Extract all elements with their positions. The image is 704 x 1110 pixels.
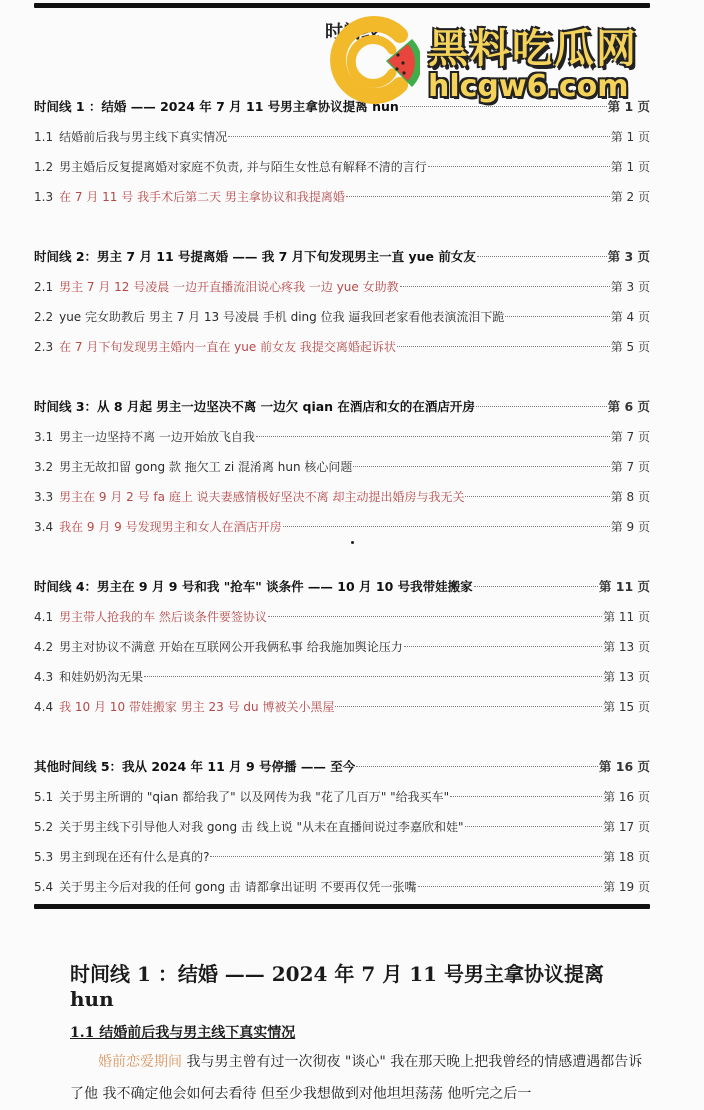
toc-leader-dots <box>474 586 598 587</box>
toc-entry-text: 在 7 月 11 号 我手术后第二天 男主拿协议和我提离婚 <box>59 190 345 204</box>
toc-entry-text: 男主婚后反复提离婚对家庭不负责, 并与陌生女性总有解释不清的言行 <box>59 160 427 174</box>
toc-page-number: 第 3 页 <box>610 280 650 294</box>
toc-page-number: 第 1 页 <box>610 160 650 174</box>
toc-heading[interactable] <box>34 572 650 602</box>
toc-entry-number: 2.1 <box>34 280 54 294</box>
toc-page-number: 第 9 页 <box>610 520 650 534</box>
table-of-contents <box>34 92 650 902</box>
toc-page-number: 第 11 页 <box>598 579 650 594</box>
toc-leader-dots <box>465 496 609 497</box>
toc-entry-number: 3.2 <box>34 460 54 474</box>
toc-leader-dots <box>404 646 602 647</box>
toc-heading[interactable] <box>34 242 650 272</box>
toc-entry-text: 时间线 2：男主 7 月 11 号提离婚 —— 我 7 月下旬发现男主一直 yue 前女友 <box>34 249 476 264</box>
toc-page-number: 第 1 页 <box>607 99 650 114</box>
toc-entry-number: 4.1 <box>34 610 54 624</box>
toc-leader-dots <box>505 316 609 317</box>
toc-leader-dots <box>428 166 610 167</box>
toc-leader-dots <box>477 256 607 257</box>
toc-entry-number: 5.2 <box>34 820 54 834</box>
toc-leader-dots <box>400 286 610 287</box>
toc-page-number: 第 7 页 <box>610 430 650 444</box>
toc-entry-number: 1.3 <box>34 190 54 204</box>
toc-leader-dots <box>268 616 602 617</box>
toc-entry-text: 时间线 1 ：结婚 —— 2024 年 7 月 11 号男主拿协议提离 hun <box>34 99 399 114</box>
toc-entry-text: 我 10 月 10 带娃搬家 男主 23 号 du 博被关小黑屋 <box>59 700 335 714</box>
toc-page-number: 第 4 页 <box>610 310 650 324</box>
toc-heading[interactable] <box>34 752 650 782</box>
toc-entry-text: 和娃奶奶沟无果 <box>59 670 144 684</box>
toc-page-number: 第 11 页 <box>603 610 650 624</box>
toc-entry[interactable] <box>34 812 650 842</box>
subsection-title: 1.1 结婚前后我与男主线下真实情况 <box>70 1025 296 1041</box>
watermelon-logo-icon <box>330 15 420 105</box>
toc-entry[interactable] <box>34 332 650 362</box>
toc-entry-number: 4.3 <box>34 670 54 684</box>
toc-entry-number: 3.4 <box>34 520 54 534</box>
toc-page-number: 第 15 页 <box>603 700 650 714</box>
toc-entry-number: 4.4 <box>34 700 54 714</box>
toc-page-number: 第 18 页 <box>603 850 650 864</box>
toc-group-gap <box>34 542 650 572</box>
toc-entry[interactable] <box>34 272 650 302</box>
toc-leader-dots <box>450 796 602 797</box>
toc-title: 时间线 <box>325 22 379 43</box>
toc-leader-dots <box>356 766 598 767</box>
toc-entry[interactable] <box>34 182 650 212</box>
toc-leader-dots <box>397 346 610 347</box>
toc-leader-dots <box>283 526 610 527</box>
toc-entry[interactable] <box>34 842 650 872</box>
toc-entry[interactable] <box>34 692 650 722</box>
toc-entry-number: 4.2 <box>34 640 54 654</box>
toc-entry-text: 男主带人抢我的车 然后谈条件要签协议 <box>59 610 267 624</box>
toc-page-number: 第 16 页 <box>598 759 650 774</box>
toc-heading[interactable] <box>34 392 650 422</box>
section-title: 时间线 1 ：结婚 —— 2024 年 7 月 11 号男主拿协议提离 hun <box>70 962 604 1011</box>
toc-page-number: 第 19 页 <box>603 880 650 894</box>
toc-leader-dots <box>144 676 602 677</box>
stray-dot <box>351 541 354 544</box>
toc-entry-text: 时间线 4：男主在 9 月 9 号和我 "抢车" 谈条件 —— 10 月 10 号我带娃搬家 <box>34 579 473 594</box>
toc-page-number: 第 13 页 <box>603 670 650 684</box>
toc-entry[interactable] <box>34 122 650 152</box>
toc-leader-dots <box>228 136 610 137</box>
toc-entry-number: 3.3 <box>34 490 54 504</box>
toc-entry[interactable] <box>34 302 650 332</box>
toc-entry-text: 结婚前后我与男主线下真实情况 <box>59 130 228 144</box>
toc-page-number: 第 7 页 <box>610 460 650 474</box>
toc-entry[interactable] <box>34 482 650 512</box>
section-divider <box>34 904 650 909</box>
toc-entry-text: 男主无故扣留 gong 款 拖欠工 zi 混淆离 hun 核心问题 <box>59 460 353 474</box>
watermark-url: hlcgw6.com <box>428 69 629 104</box>
toc-entry-text: 我在 9 月 9 号发现男主和女人在酒店开房 <box>59 520 282 534</box>
toc-page-number: 第 6 页 <box>607 399 650 414</box>
toc-entry-text: 在 7 月下旬发现男主婚内一直在 yue 前女友 我提交离婚起诉状 <box>59 340 396 354</box>
toc-page-number: 第 5 页 <box>610 340 650 354</box>
toc-entry-text: 男主到现在还有什么是真的? <box>59 850 210 864</box>
toc-entry-number: 5.3 <box>34 850 54 864</box>
toc-leader-dots <box>476 406 607 407</box>
toc-entry[interactable] <box>34 422 650 452</box>
toc-entry[interactable] <box>34 452 650 482</box>
toc-entry-text: 关于男主今后对我的任何 gong 击 请都拿出证明 不要再仅凭一张嘴 <box>59 880 417 894</box>
watermark <box>330 15 660 105</box>
toc-entry-text: 男主对协议不满意 开始在互联网公开我俩私事 给我施加舆论压力 <box>59 640 403 654</box>
toc-page-number: 第 8 页 <box>610 490 650 504</box>
toc-entry-text: 男主在 9 月 2 号 fa 庭上 说夫妻感情极好坚决不离 却主动提出婚房与我无关 <box>59 490 465 504</box>
toc-page-number: 第 1 页 <box>610 130 650 144</box>
body-paragraph <box>70 1046 650 1110</box>
toc-leader-dots <box>465 826 603 827</box>
toc-entry[interactable] <box>34 872 650 902</box>
toc-entry-text: 男主 7 月 12 号凌晨 一边开直播流泪说心疼我 一边 yue 女助教 <box>59 280 399 294</box>
paragraph-text: 我与男主曾有过一次彻夜 "谈心" 我在那天晚上把我曾经的情感遭遇都告诉了他 我不确定他会如何去看待 但至少我想做到对他坦坦荡荡 他听完之后一 <box>70 1054 643 1102</box>
toc-entry[interactable] <box>34 782 650 812</box>
toc-entry-text: 其他时间线 5：我从 2024 年 11 月 9 号停播 —— 至今 <box>34 759 356 774</box>
toc-entry-number: 2.3 <box>34 340 54 354</box>
toc-entry-number: 5.4 <box>34 880 54 894</box>
watermark-title: 黑料吃瓜网 <box>428 26 638 72</box>
toc-leader-dots <box>335 706 602 707</box>
toc-entry[interactable] <box>34 632 650 662</box>
toc-entry-number: 5.1 <box>34 790 54 804</box>
toc-entry-number: 3.1 <box>34 430 54 444</box>
paragraph-highlight: 婚前恋爱期间 <box>98 1054 182 1070</box>
toc-group-gap <box>34 722 650 752</box>
toc-entry[interactable] <box>34 662 650 692</box>
toc-entry-text: 关于男主所谓的 "qian 都给我了" 以及网传为我 "花了几百万" "给我买车" <box>59 790 450 804</box>
toc-leader-dots <box>400 106 607 107</box>
toc-leader-dots <box>353 466 609 467</box>
toc-entry-text: 关于男主线下引导他人对我 gong 击 线上说 "从未在直播间说过李嘉欣和娃" <box>59 820 464 834</box>
toc-group-gap <box>34 362 650 392</box>
toc-leader-dots <box>210 856 602 857</box>
toc-leader-dots <box>418 886 603 887</box>
toc-leader-dots <box>346 196 610 197</box>
toc-entry[interactable] <box>34 512 650 542</box>
toc-entry-text: 时间线 3：从 8 月起 男主一边坚决不离 一边欠 qian 在酒店和女的在酒店开房 <box>34 399 475 414</box>
top-rule <box>34 3 650 8</box>
toc-leader-dots <box>256 436 610 437</box>
toc-entry-number: 2.2 <box>34 310 54 324</box>
toc-entry-number: 1.2 <box>34 160 54 174</box>
toc-entry-text: 男主一边坚持不离 一边开始放飞自我 <box>59 430 255 444</box>
toc-page-number: 第 16 页 <box>603 790 650 804</box>
toc-entry[interactable] <box>34 602 650 632</box>
toc-group-gap <box>34 212 650 242</box>
toc-entry[interactable] <box>34 152 650 182</box>
toc-page-number: 第 13 页 <box>603 640 650 654</box>
toc-entry-text: yue 完女助教后 男主 7 月 13 号凌晨 手机 ding 位我 逼我回老家看他表演流泪下跪 <box>59 310 505 324</box>
toc-page-number: 第 17 页 <box>603 820 650 834</box>
toc-page-number: 第 2 页 <box>610 190 650 204</box>
toc-page-number: 第 3 页 <box>607 249 650 264</box>
toc-entry-number: 1.1 <box>34 130 54 144</box>
